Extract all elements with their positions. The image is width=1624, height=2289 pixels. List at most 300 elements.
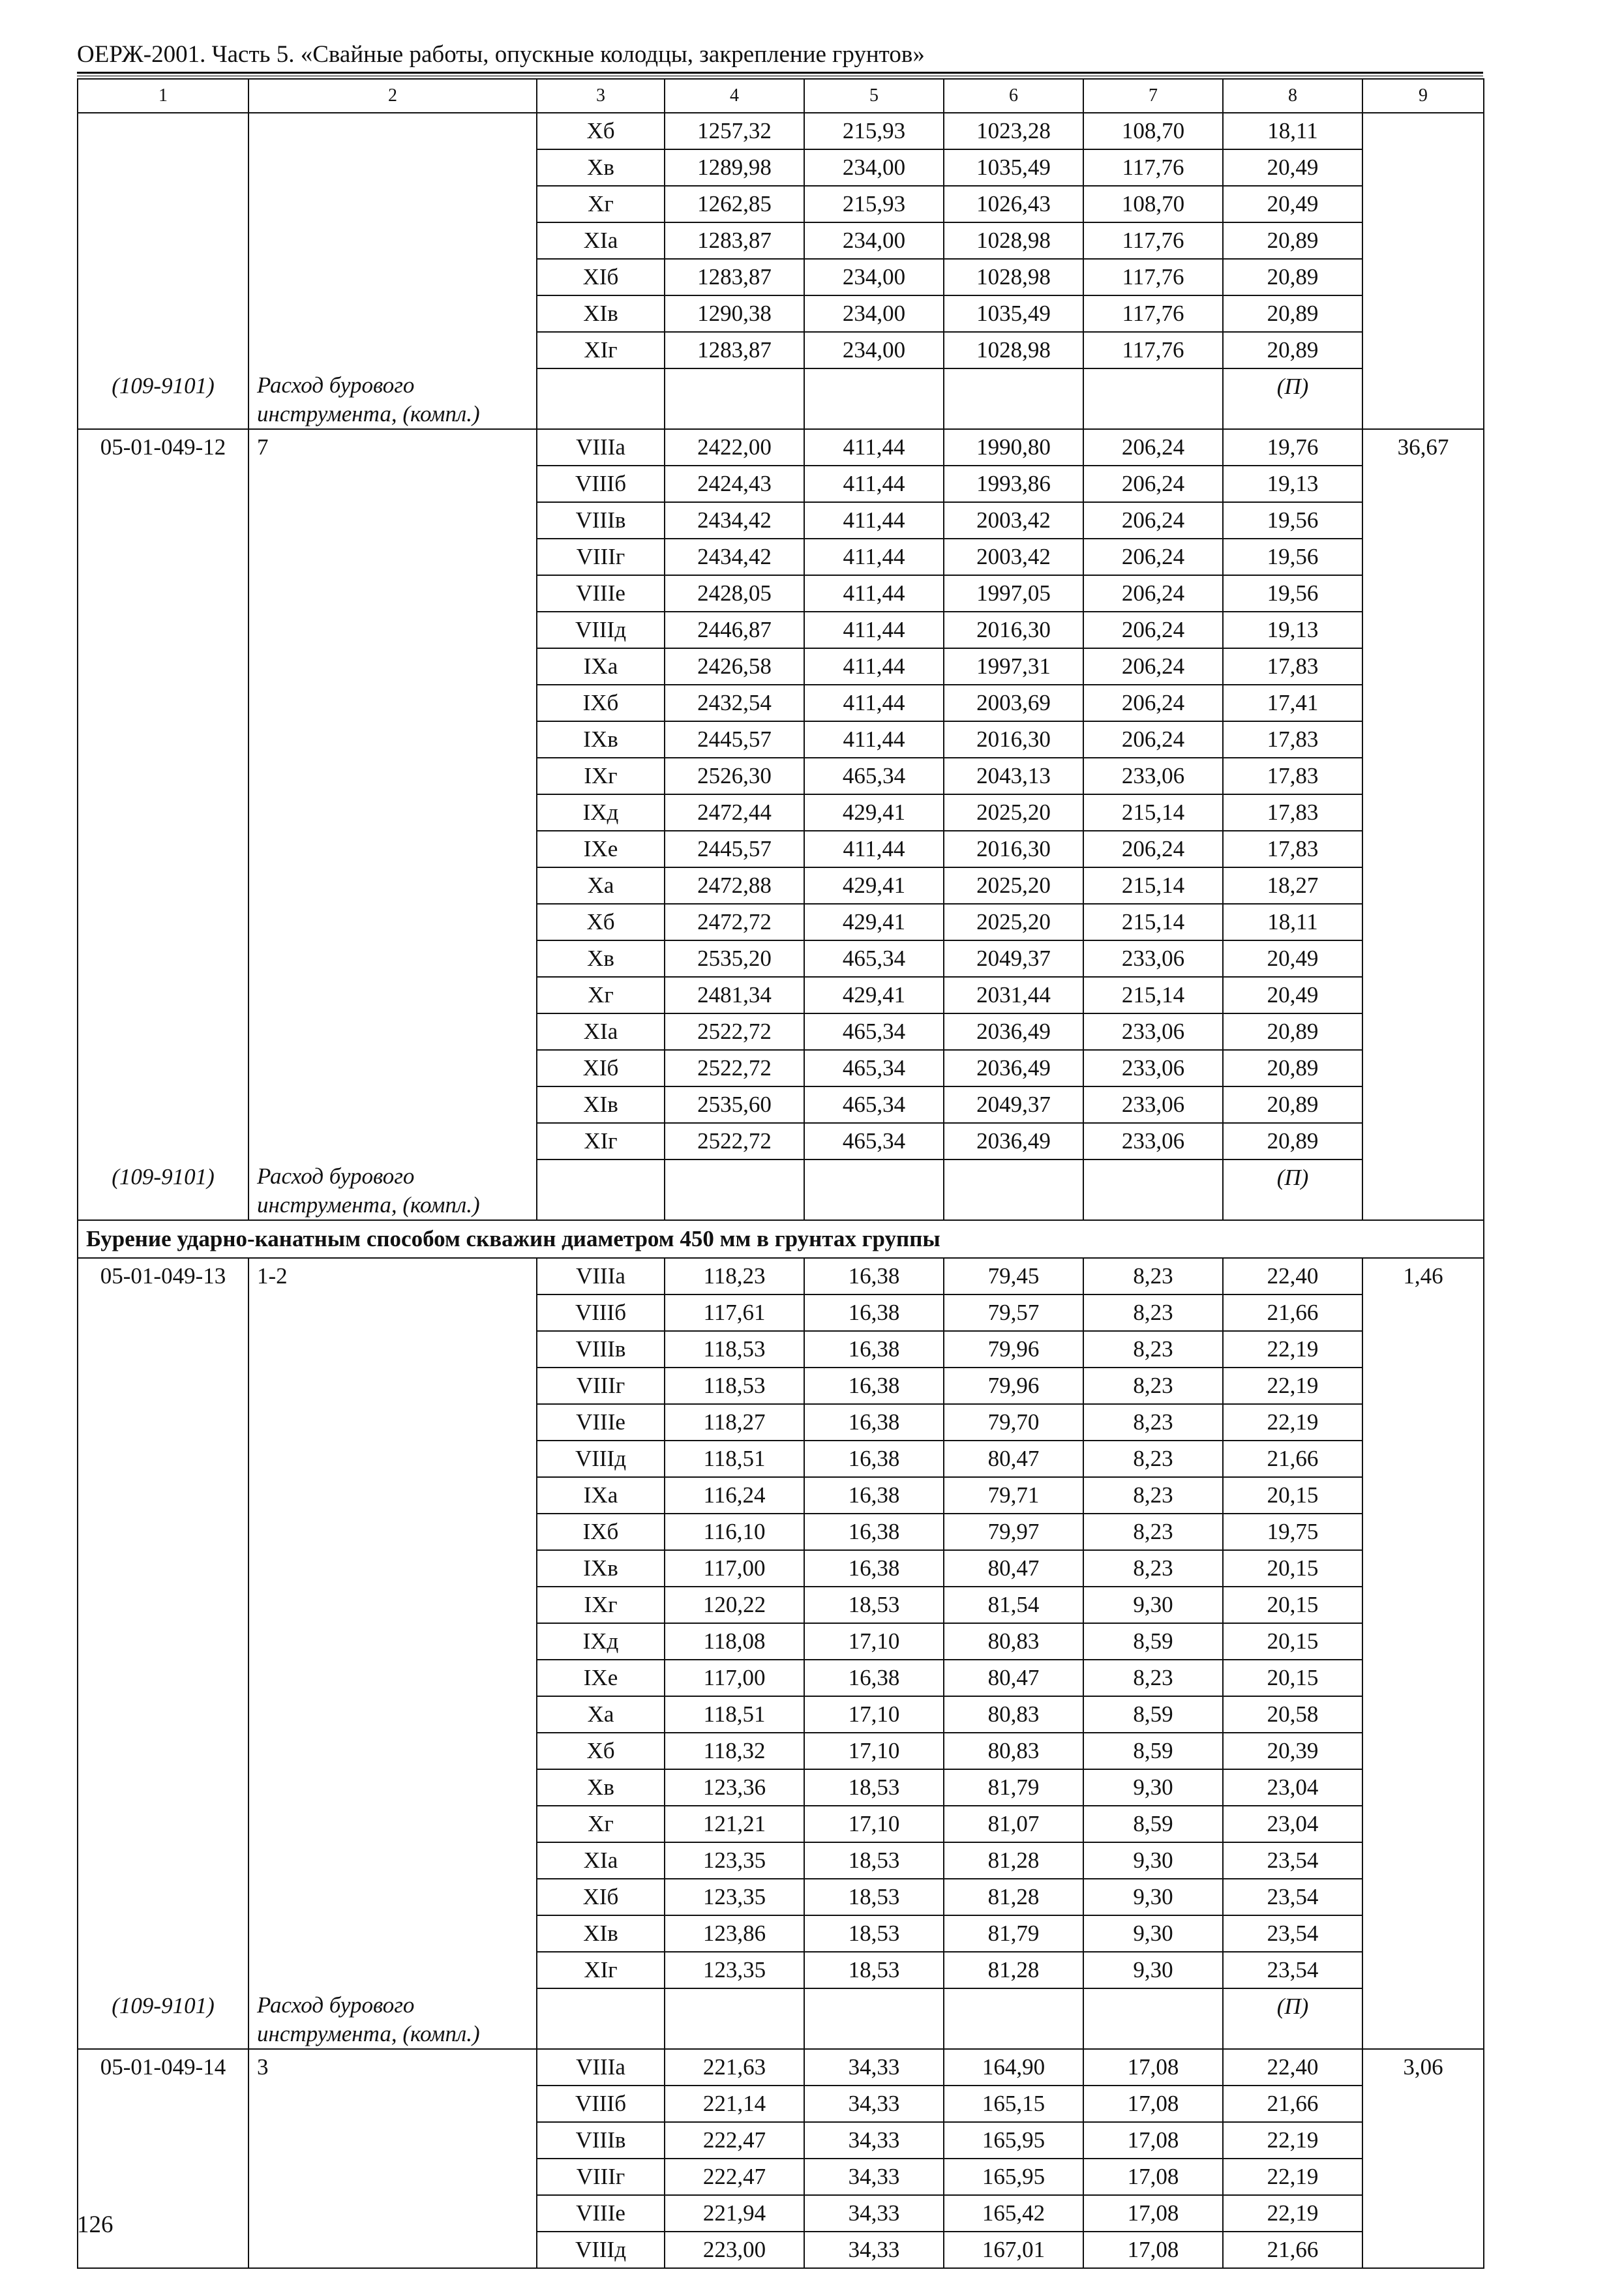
rate-code [78, 1660, 248, 1696]
rate-name [248, 1623, 537, 1660]
total-cost: 2535,60 [665, 1086, 804, 1123]
material-cost [1362, 2159, 1484, 2195]
rate-name [248, 721, 537, 758]
table-row [78, 539, 1484, 575]
rate-code [78, 575, 248, 612]
labor-hours: 20,89 [1223, 1086, 1362, 1123]
machinist-wages: 9,30 [1083, 1842, 1223, 1879]
total-cost: 1290,38 [665, 295, 804, 332]
rate-name [248, 1879, 537, 1915]
table-row [78, 648, 1484, 685]
labor-hours: 22,19 [1223, 2159, 1362, 2195]
machinist-wages: 206,24 [1083, 502, 1223, 539]
rate-name [248, 794, 537, 831]
rate-name [248, 612, 537, 648]
rate-name [248, 648, 537, 685]
table-row [78, 1514, 1484, 1550]
total-cost: 118,27 [665, 1404, 804, 1441]
total-cost: 118,51 [665, 1441, 804, 1477]
machinist-wages: 233,06 [1083, 940, 1223, 977]
table-row [78, 1441, 1484, 1477]
machinist-wages: 206,24 [1083, 831, 1223, 867]
soil-group: Xг [537, 1806, 665, 1842]
machinist-wages: 8,23 [1083, 1331, 1223, 1368]
machine-cost: 1026,43 [944, 186, 1083, 222]
machine-cost: 80,83 [944, 1696, 1083, 1733]
rate-code [78, 1477, 248, 1514]
total-cost: 1283,87 [665, 332, 804, 368]
rate-name [248, 1952, 537, 1988]
rate-code [78, 149, 248, 186]
table-row [78, 1123, 1484, 1159]
labor-hours: 21,66 [1223, 1441, 1362, 1477]
soil-group: Xа [537, 867, 665, 904]
machine-cost: 2016,30 [944, 612, 1083, 648]
soil-group: VIIIд [537, 2232, 665, 2268]
wages: 411,44 [804, 831, 944, 867]
rate-name [248, 940, 537, 977]
col-number: 7 [1083, 79, 1223, 113]
soil-group: IXа [537, 1477, 665, 1514]
rate-code [78, 539, 248, 575]
machine-cost: 2031,44 [944, 977, 1083, 1013]
resource-name: Расход бурового инструмента, (компл.) [248, 1159, 537, 1220]
resource-row [78, 1159, 1484, 1220]
material-cost [1362, 1441, 1484, 1477]
machine-cost: 1028,98 [944, 222, 1083, 259]
machinist-wages: 117,76 [1083, 295, 1223, 332]
labor-hours: 22,40 [1223, 2049, 1362, 2086]
col-number: 8 [1223, 79, 1362, 113]
wages: 34,33 [804, 2086, 944, 2122]
rate-name [248, 1550, 537, 1587]
empty-cell [1362, 368, 1484, 429]
wages: 215,93 [804, 113, 944, 149]
soil-group: VIIIб [537, 2086, 665, 2122]
soil-group: VIIIг [537, 1368, 665, 1404]
machine-cost: 79,57 [944, 1294, 1083, 1331]
total-cost: 2522,72 [665, 1123, 804, 1159]
rate-code [78, 1696, 248, 1733]
total-cost: 2434,42 [665, 502, 804, 539]
soil-group: Xв [537, 1769, 665, 1806]
rate-name: 7 [248, 429, 537, 466]
machinist-wages: 215,14 [1083, 977, 1223, 1013]
machine-cost: 81,28 [944, 1842, 1083, 1879]
material-cost [1362, 1769, 1484, 1806]
table-row [78, 1587, 1484, 1623]
soil-group: XIв [537, 295, 665, 332]
machinist-wages: 9,30 [1083, 1952, 1223, 1988]
wages: 18,53 [804, 1915, 944, 1952]
material-cost [1362, 1879, 1484, 1915]
rate-code [78, 1086, 248, 1123]
material-cost [1362, 502, 1484, 539]
rate-name [248, 2159, 537, 2195]
rate-code [78, 867, 248, 904]
rate-code [78, 1842, 248, 1879]
soil-group: VIIIв [537, 502, 665, 539]
labor-hours: 17,83 [1223, 831, 1362, 867]
soil-group: Xа [537, 1696, 665, 1733]
wages: 16,38 [804, 1404, 944, 1441]
total-cost: 117,61 [665, 1294, 804, 1331]
machinist-wages: 215,14 [1083, 794, 1223, 831]
wages: 465,34 [804, 1123, 944, 1159]
machinist-wages: 233,06 [1083, 758, 1223, 794]
rate-code [78, 1806, 248, 1842]
machine-cost: 79,71 [944, 1477, 1083, 1514]
material-cost [1362, 186, 1484, 222]
rate-name [248, 1331, 537, 1368]
resource-name: Расход бурового инструмента, (компл.) [248, 1988, 537, 2049]
section-title: Бурение ударно-канатным способом скважин диаметром 450 мм в грунтах группы [78, 1220, 1484, 1258]
machinist-wages: 108,70 [1083, 186, 1223, 222]
machinist-wages: 117,76 [1083, 259, 1223, 295]
rate-code [78, 1514, 248, 1550]
labor-hours: 20,49 [1223, 940, 1362, 977]
material-cost [1362, 648, 1484, 685]
material-cost [1362, 113, 1484, 149]
labor-hours: 22,19 [1223, 2122, 1362, 2159]
machine-cost: 80,83 [944, 1623, 1083, 1660]
labor-hours: 20,15 [1223, 1477, 1362, 1514]
table-row [78, 685, 1484, 721]
material-cost [1362, 1623, 1484, 1660]
machinist-wages: 215,14 [1083, 904, 1223, 940]
wages: 17,10 [804, 1696, 944, 1733]
total-cost: 2422,00 [665, 429, 804, 466]
machine-cost: 1023,28 [944, 113, 1083, 149]
wages: 18,53 [804, 1769, 944, 1806]
rate-code [78, 1733, 248, 1769]
rate-name [248, 1050, 537, 1086]
rate-name [248, 1441, 537, 1477]
material-cost [1362, 758, 1484, 794]
wages: 234,00 [804, 149, 944, 186]
labor-hours: 18,11 [1223, 113, 1362, 149]
labor-hours: 22,40 [1223, 1258, 1362, 1294]
empty-cell [665, 1159, 804, 1220]
material-cost: 3,06 [1362, 2049, 1484, 2086]
total-cost: 2535,20 [665, 940, 804, 977]
labor-hours: 19,56 [1223, 502, 1362, 539]
machine-cost: 1035,49 [944, 295, 1083, 332]
empty-cell [804, 1988, 944, 2049]
rate-code [78, 1623, 248, 1660]
table-row [78, 977, 1484, 1013]
machine-cost: 2049,37 [944, 1086, 1083, 1123]
table-row [78, 1050, 1484, 1086]
machinist-wages: 8,59 [1083, 1806, 1223, 1842]
rate-name [248, 222, 537, 259]
material-cost [1362, 612, 1484, 648]
wages: 16,38 [804, 1477, 944, 1514]
rate-name [248, 867, 537, 904]
rate-name [248, 1587, 537, 1623]
table-row [78, 1013, 1484, 1050]
material-cost [1362, 575, 1484, 612]
machinist-wages: 8,59 [1083, 1733, 1223, 1769]
soil-group: Xв [537, 149, 665, 186]
table-row [78, 1879, 1484, 1915]
machinist-wages: 8,23 [1083, 1368, 1223, 1404]
rate-code: 05-01-049-14 [78, 2049, 248, 2086]
total-cost: 123,35 [665, 1879, 804, 1915]
table-row [78, 1368, 1484, 1404]
rate-name [248, 1696, 537, 1733]
labor-hours: 19,13 [1223, 612, 1362, 648]
soil-group: VIIIе [537, 1404, 665, 1441]
material-cost [1362, 1050, 1484, 1086]
rate-code [78, 977, 248, 1013]
machine-cost: 165,95 [944, 2159, 1083, 2195]
machine-cost: 81,79 [944, 1769, 1083, 1806]
table-row [78, 466, 1484, 502]
material-cost: 1,46 [1362, 1258, 1484, 1294]
machine-cost: 81,28 [944, 1879, 1083, 1915]
rate-code [78, 1441, 248, 1477]
rate-name [248, 2122, 537, 2159]
material-cost [1362, 2232, 1484, 2268]
wages: 465,34 [804, 1050, 944, 1086]
table-row [78, 2086, 1484, 2122]
total-cost: 1283,87 [665, 259, 804, 295]
material-cost [1362, 831, 1484, 867]
machinist-wages: 117,76 [1083, 222, 1223, 259]
total-cost: 123,86 [665, 1915, 804, 1952]
col-number: 5 [804, 79, 944, 113]
table-row [78, 904, 1484, 940]
wages: 16,38 [804, 1550, 944, 1587]
page-header: ОЕРЖ-2001. Часть 5. «Свайные работы, опускные колодцы, закрепление грунтов» [77, 41, 925, 68]
soil-group: IXв [537, 1550, 665, 1587]
table-row [78, 2195, 1484, 2232]
machine-cost: 1997,31 [944, 648, 1083, 685]
labor-hours: 17,83 [1223, 794, 1362, 831]
empty-cell [1083, 368, 1223, 429]
wages: 411,44 [804, 466, 944, 502]
total-cost: 221,94 [665, 2195, 804, 2232]
machine-cost: 1997,05 [944, 575, 1083, 612]
rate-name [248, 1769, 537, 1806]
wages: 16,38 [804, 1368, 944, 1404]
soil-group: VIIIб [537, 1294, 665, 1331]
table-row [78, 149, 1484, 186]
material-cost [1362, 1294, 1484, 1331]
labor-hours: 21,66 [1223, 2086, 1362, 2122]
material-cost [1362, 794, 1484, 831]
wages: 411,44 [804, 721, 944, 758]
soil-group: Xв [537, 940, 665, 977]
material-cost [1362, 1806, 1484, 1842]
machinist-wages: 17,08 [1083, 2232, 1223, 2268]
rate-code [78, 1879, 248, 1915]
machine-cost: 164,90 [944, 2049, 1083, 2086]
table-row [78, 186, 1484, 222]
rate-name [248, 466, 537, 502]
machine-cost: 2025,20 [944, 794, 1083, 831]
resource-row [78, 1988, 1484, 2049]
soil-group: XIа [537, 222, 665, 259]
material-cost [1362, 2086, 1484, 2122]
col-number: 3 [537, 79, 665, 113]
table-row [78, 940, 1484, 977]
rate-code [78, 1331, 248, 1368]
labor-hours: 17,83 [1223, 648, 1362, 685]
soil-group: XIб [537, 1879, 665, 1915]
wages: 465,34 [804, 940, 944, 977]
wages: 234,00 [804, 332, 944, 368]
labor-hours: 20,49 [1223, 977, 1362, 1013]
soil-group: XIв [537, 1915, 665, 1952]
labor-hours: 20,15 [1223, 1587, 1362, 1623]
rate-code [78, 648, 248, 685]
table-row [78, 332, 1484, 368]
total-cost: 123,36 [665, 1769, 804, 1806]
wages: 34,33 [804, 2159, 944, 2195]
total-cost: 1289,98 [665, 149, 804, 186]
rate-name [248, 904, 537, 940]
wages: 411,44 [804, 429, 944, 466]
material-cost: 36,67 [1362, 429, 1484, 466]
soil-group: IXг [537, 758, 665, 794]
rate-name [248, 685, 537, 721]
machine-cost: 167,01 [944, 2232, 1083, 2268]
machine-cost: 79,45 [944, 1258, 1083, 1294]
machine-cost: 2043,13 [944, 758, 1083, 794]
total-cost: 2446,87 [665, 612, 804, 648]
labor-hours: 20,58 [1223, 1696, 1362, 1733]
material-cost [1362, 1696, 1484, 1733]
machine-cost: 2036,49 [944, 1013, 1083, 1050]
machinist-wages: 17,08 [1083, 2159, 1223, 2195]
rate-code [78, 831, 248, 867]
machine-cost: 1028,98 [944, 332, 1083, 368]
total-cost: 221,63 [665, 2049, 804, 2086]
rate-code [78, 259, 248, 295]
soil-group: VIIIб [537, 466, 665, 502]
wages: 34,33 [804, 2049, 944, 2086]
machinist-wages: 8,23 [1083, 1550, 1223, 1587]
total-cost: 2472,44 [665, 794, 804, 831]
empty-cell [804, 368, 944, 429]
soil-group: XIг [537, 1952, 665, 1988]
total-cost: 120,22 [665, 1587, 804, 1623]
col-number: 6 [944, 79, 1083, 113]
machinist-wages: 8,23 [1083, 1404, 1223, 1441]
material-cost [1362, 222, 1484, 259]
material-cost [1362, 1660, 1484, 1696]
rate-name [248, 831, 537, 867]
machinist-wages: 9,30 [1083, 1769, 1223, 1806]
machine-cost: 165,15 [944, 2086, 1083, 2122]
machinist-wages: 8,59 [1083, 1696, 1223, 1733]
rates-table [77, 78, 1484, 2269]
total-cost: 118,32 [665, 1733, 804, 1769]
wages: 411,44 [804, 648, 944, 685]
wages: 465,34 [804, 758, 944, 794]
soil-group: IXб [537, 1514, 665, 1550]
table-row [78, 1842, 1484, 1879]
machine-cost: 81,07 [944, 1806, 1083, 1842]
soil-group: IXе [537, 1660, 665, 1696]
wages: 18,53 [804, 1952, 944, 1988]
machine-cost: 2025,20 [944, 867, 1083, 904]
table-row [78, 2232, 1484, 2268]
total-cost: 116,10 [665, 1514, 804, 1550]
machine-cost: 2003,42 [944, 502, 1083, 539]
machine-cost: 80,47 [944, 1550, 1083, 1587]
rate-code [78, 1587, 248, 1623]
soil-group: IXб [537, 685, 665, 721]
table-row [78, 1086, 1484, 1123]
machine-cost: 81,54 [944, 1587, 1083, 1623]
material-cost [1362, 295, 1484, 332]
soil-group: VIIIг [537, 539, 665, 575]
table-row [78, 113, 1484, 149]
table-row [78, 1258, 1484, 1294]
machinist-wages: 8,23 [1083, 1514, 1223, 1550]
total-cost: 117,00 [665, 1550, 804, 1587]
material-cost [1362, 721, 1484, 758]
labor-hours: 20,15 [1223, 1550, 1362, 1587]
machine-cost: 2036,49 [944, 1123, 1083, 1159]
material-cost [1362, 466, 1484, 502]
empty-cell [1362, 1159, 1484, 1220]
empty-cell [1083, 1159, 1223, 1220]
rate-name [248, 332, 537, 368]
rate-code [78, 1294, 248, 1331]
rate-code [78, 1013, 248, 1050]
machinist-wages: 17,08 [1083, 2122, 1223, 2159]
labor-hours: 20,89 [1223, 1050, 1362, 1086]
total-cost: 1262,85 [665, 186, 804, 222]
total-cost: 2432,54 [665, 685, 804, 721]
material-cost [1362, 1404, 1484, 1441]
machine-cost: 1990,80 [944, 429, 1083, 466]
rate-name [248, 1514, 537, 1550]
soil-group: XIб [537, 1050, 665, 1086]
wages: 465,34 [804, 1086, 944, 1123]
table-row [78, 867, 1484, 904]
labor-hours: 20,89 [1223, 1013, 1362, 1050]
machinist-wages: 215,14 [1083, 867, 1223, 904]
table-row [78, 2122, 1484, 2159]
soil-group: VIIIе [537, 2195, 665, 2232]
material-cost [1362, 1550, 1484, 1587]
table-row [78, 1660, 1484, 1696]
rate-name [248, 539, 537, 575]
wages: 234,00 [804, 259, 944, 295]
machine-cost: 2016,30 [944, 721, 1083, 758]
machinist-wages: 9,30 [1083, 1587, 1223, 1623]
labor-hours: 17,83 [1223, 721, 1362, 758]
material-cost [1362, 1733, 1484, 1769]
rate-name [248, 1294, 537, 1331]
wages: 429,41 [804, 904, 944, 940]
soil-group: VIIIе [537, 575, 665, 612]
table-row [78, 1294, 1484, 1331]
labor-hours: 18,11 [1223, 904, 1362, 940]
labor-hours: 20,89 [1223, 332, 1362, 368]
rate-code [78, 1404, 248, 1441]
labor-hours: 17,83 [1223, 758, 1362, 794]
rate-code [78, 904, 248, 940]
labor-hours: 22,19 [1223, 1404, 1362, 1441]
soil-group: VIIIа [537, 429, 665, 466]
total-cost: 118,53 [665, 1331, 804, 1368]
